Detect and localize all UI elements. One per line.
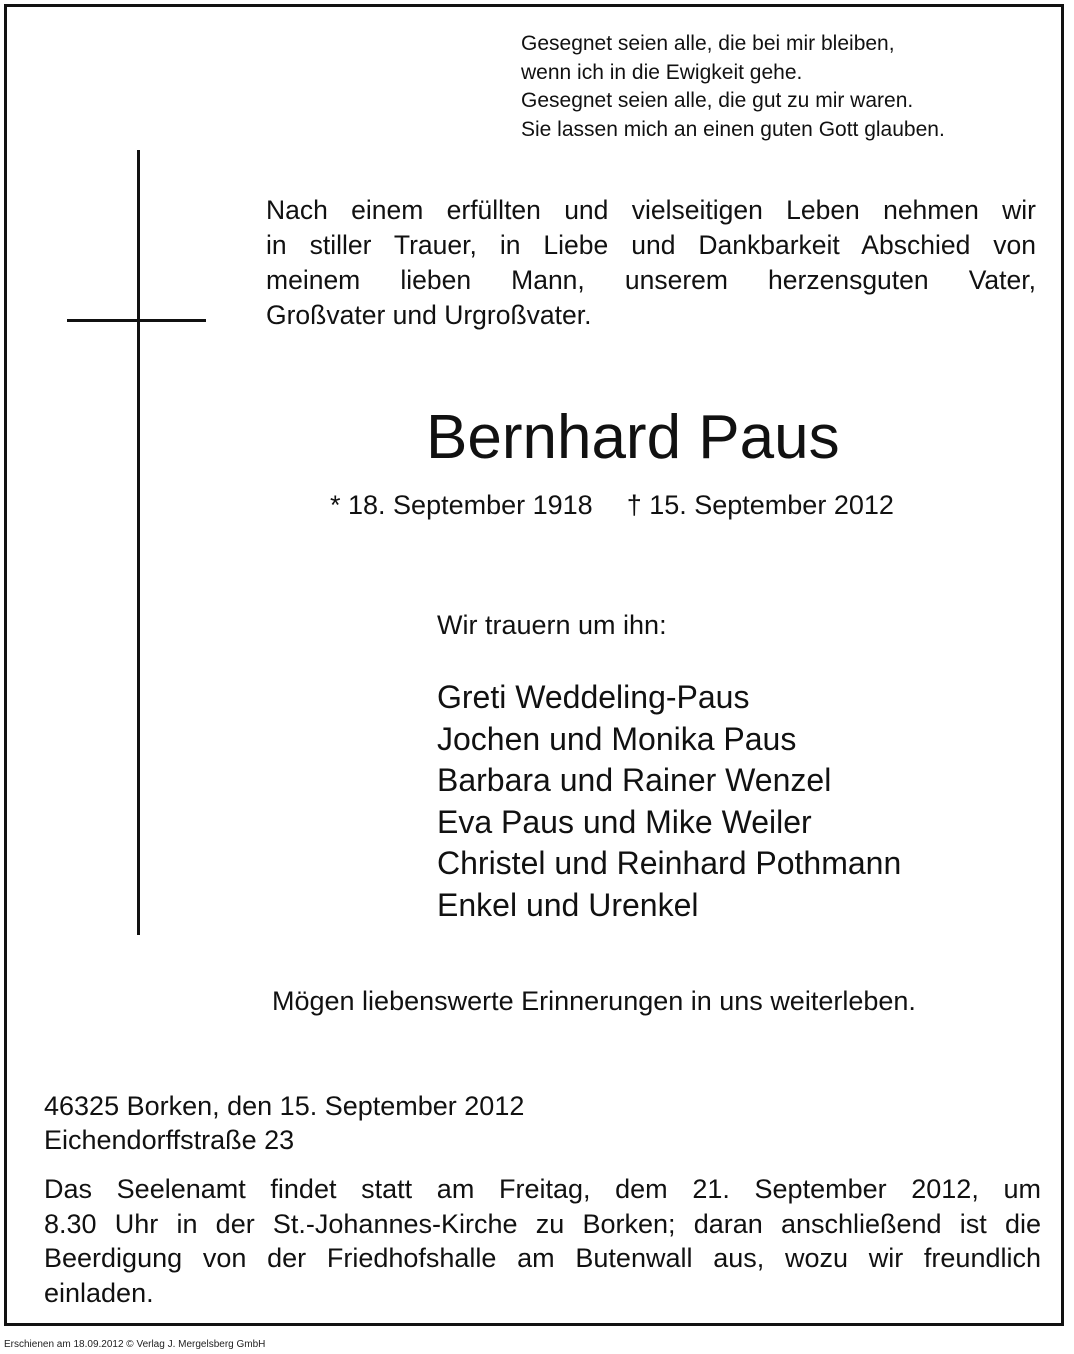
intro-text — [266, 193, 1036, 333]
mourner: Jochen und Monika Paus — [437, 720, 797, 757]
cross-vertical-bar — [137, 150, 140, 935]
death-date: † 15. September 2012 — [626, 490, 894, 520]
mourner: Barbara und Rainer Wenzel — [437, 762, 832, 799]
verse-block — [521, 30, 945, 144]
service-line: einladen. — [44, 1277, 154, 1308]
memory-line: Mögen liebenswerte Erinnerungen in uns weiterleben. — [272, 986, 916, 1016]
publication-footer: Erschienen am 18.09.2012 © Verlag J. Mergelsberg GmbH — [4, 1339, 266, 1350]
mourner: Christel und Reinhard Pothmann — [437, 845, 902, 882]
birth-date: * 18. September 1918 — [330, 490, 593, 520]
verse-line: Gesegnet seien alle, die bei mir bleiben, — [521, 32, 895, 55]
mourning-intro: Wir trauern um ihn: — [437, 610, 667, 640]
life-dates — [330, 487, 894, 523]
service-line: Beerdigung von der Friedhofshalle am Butenwall aus, wozu wir freundlich — [44, 1243, 1041, 1273]
service-line: 8.30 Uhr in der St.-Johannes-Kirche zu Borken; daran anschließend ist die — [44, 1208, 1041, 1239]
mourners-list — [437, 677, 901, 927]
deceased-name: Bernhard Paus — [426, 403, 840, 472]
mourner: Enkel und Urenkel — [437, 886, 699, 923]
mourner: Eva Paus und Mike Weiler — [437, 803, 812, 840]
mourner: Greti Weddeling-Paus — [437, 679, 750, 715]
place-date: 46325 Borken, den 15. September 2012 — [44, 1091, 525, 1121]
address: Eichendorffstraße 23 — [44, 1125, 295, 1155]
verse-line: Sie lassen mich an einen guten Gott glauben. — [521, 117, 945, 141]
cross-horizontal-bar — [67, 319, 206, 322]
intro-line: meinem lieben Mann, unserem herzensguten Vater, — [266, 265, 1036, 295]
verse-line: wenn ich in die Ewigkeit gehe. — [521, 60, 803, 84]
service-info — [44, 1172, 1041, 1310]
verse-line: Gesegnet seien alle, die gut zu mir waren. — [521, 89, 914, 112]
intro-line: Großvater und Urgroßvater. — [266, 300, 592, 330]
intro-line: in stiller Trauer, in Liebe und Dankbarkeit Abschied von — [266, 230, 1036, 260]
intro-line: Nach einem erfüllten und vielseitigen Leben nehmen wir — [266, 195, 1036, 225]
place-and-address — [44, 1089, 524, 1157]
service-line: Das Seelenamt findet statt am Freitag, dem 21. September 2012, um — [44, 1174, 1041, 1204]
